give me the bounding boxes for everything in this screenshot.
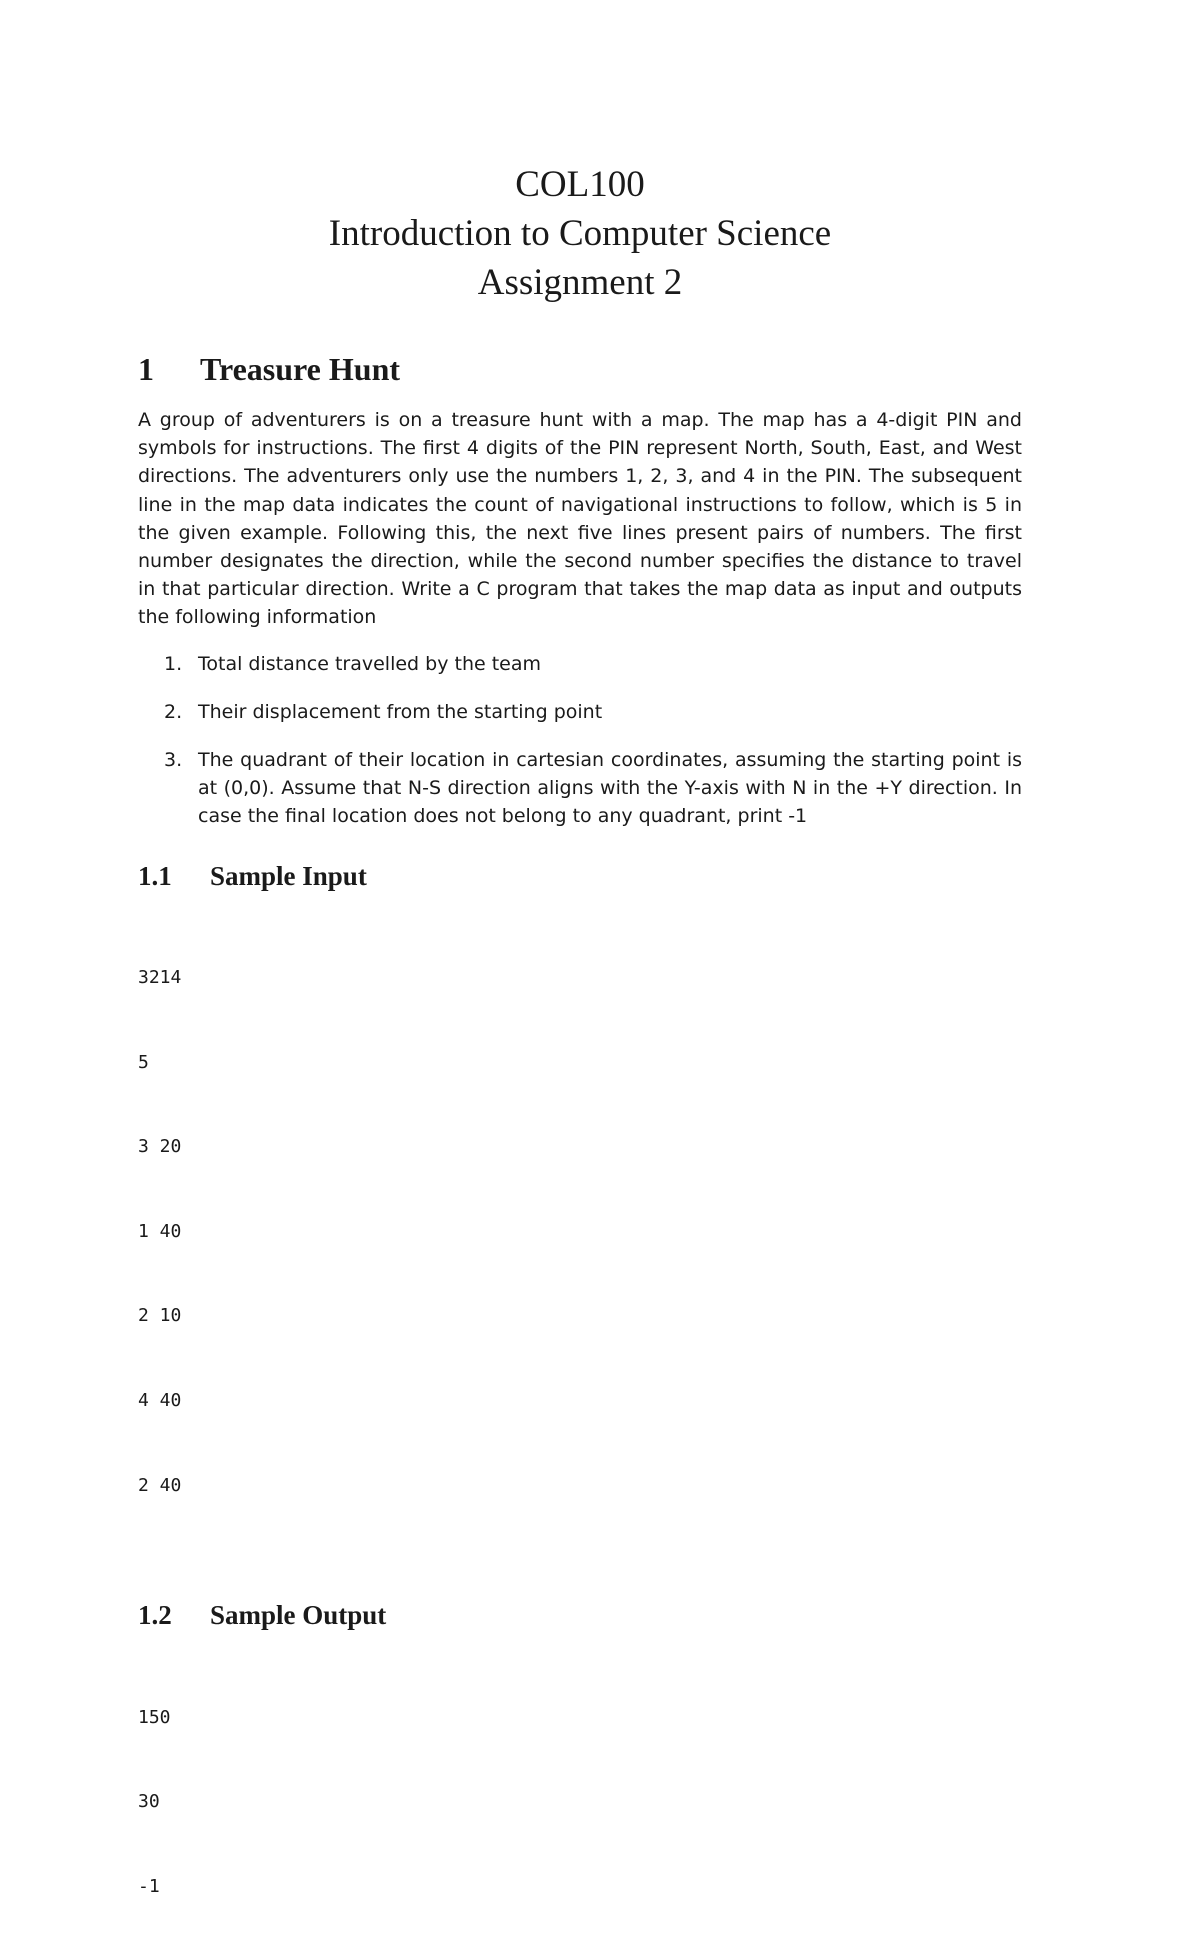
section-number: 1 [138,351,154,387]
list-item [138,746,1022,831]
code-line: 3 20 [138,1136,182,1158]
subsection-heading-sample-input [138,861,1022,892]
code-line: 30 [138,1791,160,1813]
sample-output-block [138,1647,1022,1957]
subsection-title: Sample Input [210,860,367,891]
code-line: 5 [138,1051,149,1073]
code-line: -1 [138,1875,160,1897]
section-title: Treasure Hunt [200,351,401,387]
course-code: COL100 [515,164,645,205]
output-requirements-list [138,650,1022,831]
list-item [138,650,1022,678]
subsection-number: 1.2 [138,1600,172,1631]
sample-input-block [138,908,1022,1557]
list-marker: 3. [164,749,183,772]
subsection-number: 1.1 [138,860,172,891]
assignment-title: Assignment 2 [477,262,683,303]
title-block [138,160,1022,307]
problem-description: A group of adventurers is on a treasure hunt with a map. The map has a 4-digit PIN and symbols for instructions. The first 4 digits of the PIN represent North, South, East, and West directions. The adventurers only use the numbers 1, 2, 3, and 4 in the PIN. The subsequent line in the map data indicates the count of navigational instructions to follow, which is 5 in the given example. Following this, the next five lines present pairs of numbers. The first number designates the direction, while the second number specifies the distance to travel in that particular direction. Write a C program that takes the map data as input and outputs the following information [138,409,1022,629]
code-line: 4 40 [138,1390,182,1412]
list-item-text: Their displacement from the starting point [198,700,603,723]
subsection-title: Sample Output [210,1600,387,1631]
subsection-heading-sample-output [138,1600,1022,1631]
code-line: 150 [138,1706,171,1728]
list-item-text: The quadrant of their location in cartesian coordinates, assuming the starting point is at (0,0). Assume that N-S direction aligns with the Y-axis with N in the +Y direction. In case the final location does not belong to any quadrant, print -1 [198,749,1022,828]
section-heading-treasure-hunt [138,351,1022,388]
list-marker: 1. [164,652,183,675]
list-item-text: Total distance travelled by the team [198,652,542,675]
code-line: 1 40 [138,1220,182,1242]
list-item [138,698,1022,726]
list-marker: 2. [164,700,183,723]
code-line: 2 10 [138,1305,182,1327]
code-line: 3214 [138,967,182,989]
course-name: Introduction to Computer Science [328,213,832,254]
code-line: 2 40 [138,1474,182,1496]
document-page [138,160,1022,1958]
